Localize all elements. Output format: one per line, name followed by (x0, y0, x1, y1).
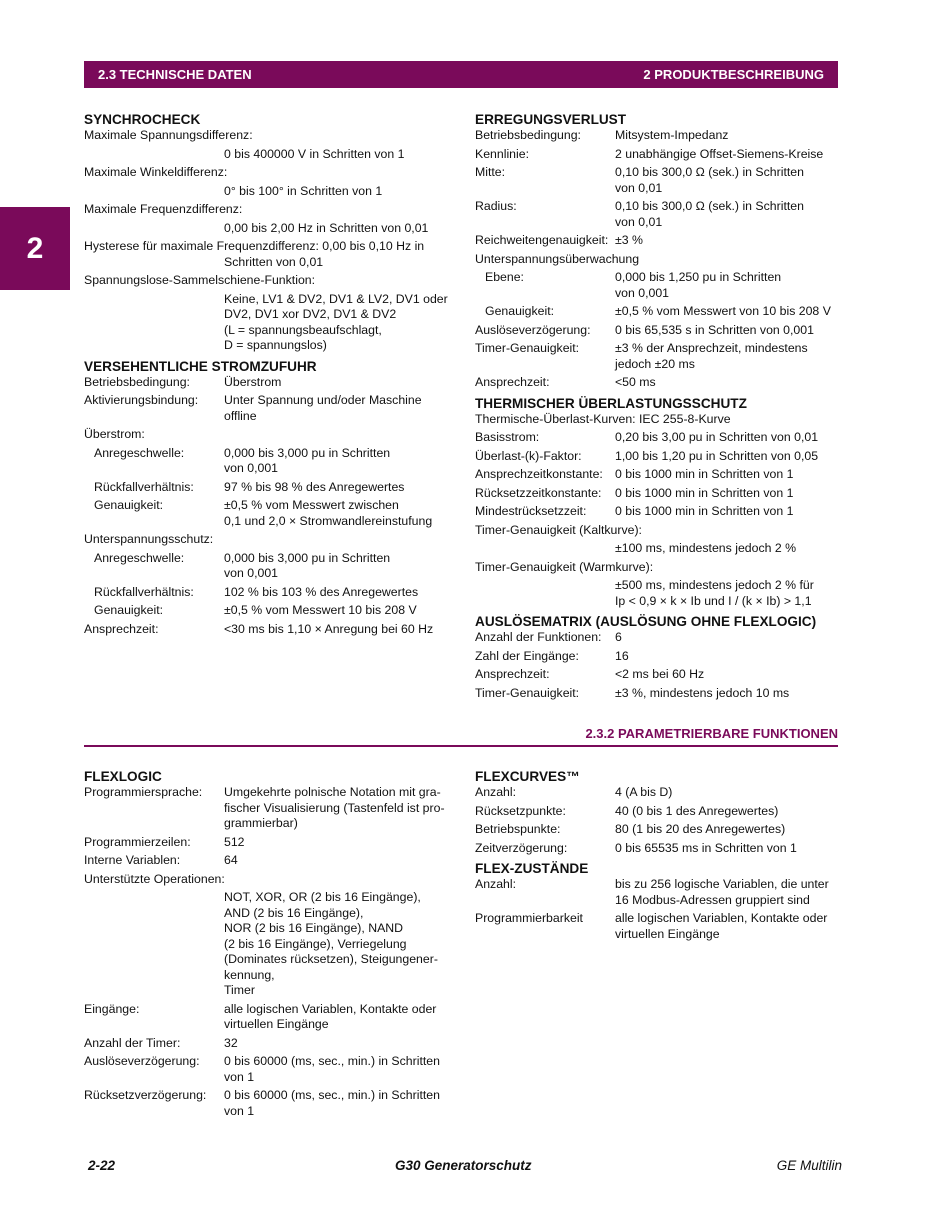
erregung-heading: ERREGUNGSVERLUST (475, 112, 627, 127)
spec-row: Anzahl: bis zu 256 logische Variablen, die unter 16 Modbus-Adressen gruppiert sind (475, 877, 829, 907)
spec-row: Anzahl der Funktionen: 6 (475, 630, 622, 644)
flexzustaende-heading: FLEX-ZUSTÄNDE (475, 861, 589, 876)
formula: Ip < 0,9 × k × Ib und I / (k × Ib) > 1,1 (615, 593, 812, 608)
spec-row: Genauigkeit: ±0,5 % vom Messwert von 10 bis 208 V (485, 304, 831, 318)
section-heading (84, 724, 838, 747)
spec-row: Auslöseverzögerung: 0 bis 65,535 s in Schritten von 0,001 (475, 322, 814, 337)
spec-row: Betriebsbedingung: Überstrom (84, 374, 282, 389)
spec-value: (2 bis 16 Eingänge), Verriegelung (224, 936, 407, 951)
spec-value: NOR (2 bis 16 Eingänge), NAND (224, 921, 404, 935)
spec-row: Mitte: 0,10 bis 300,0 Ω (sek.) in Schritten von 0,01 (475, 165, 804, 195)
header-section: 2.3 TECHNISCHE DATEN (98, 67, 252, 82)
spec-label: Timer-Genauigkeit (Kaltkurve): (475, 522, 642, 537)
spec-row: Rücksetzzeitkonstante: 0 bis 1000 min in Schritten von 1 (475, 485, 794, 500)
spec-row: Kennlinie: 2 unabhängige Offset-Siemens-Kreise (475, 146, 824, 161)
spec-row: Ansprechzeit: <2 ms bei 60 Hz (475, 667, 705, 681)
spec-label: Spannungslose-Sammelschiene-Funktion: (84, 273, 316, 287)
spec-row: Anzahl der Timer: 32 (84, 1035, 238, 1050)
footer-title: G30 Generatorschutz (395, 1158, 532, 1173)
spec-row: Eingänge: alle logischen Variablen, Kontakte oder virtuellen Eingänge (84, 1001, 437, 1031)
spec-value: ±100 ms, mindestens jedoch 2 % (615, 541, 797, 555)
spec-value: kennung, (224, 967, 275, 982)
chapter-tab: 2 (0, 207, 70, 290)
versehentlich-heading: VERSEHENTLICHE STROMZUFUHR (84, 358, 317, 374)
spec-label: Timer-Genauigkeit (Warmkurve): (475, 559, 654, 574)
spec-label: Unterspannungsschutz: (84, 532, 214, 546)
spec-row: Ebene: 0,000 bis 1,250 pu in Schritten von 0,001 (485, 270, 782, 300)
auslose-heading: AUSLÖSEMATRIX (AUSLÖSUNG OHNE FLEXLOGIC) (475, 614, 817, 629)
spec-row: Betriebsbedingung: Mitsystem-Impedanz (475, 128, 729, 142)
spec-row: Reichweitengenauigkeit: ±3 % (475, 233, 643, 247)
spec-row: Timer-Genauigkeit: ±3 % der Ansprechzeit, mindestens jedoch ±20 ms (475, 341, 808, 371)
synchrocheck-heading: SYNCHROCHECK (84, 112, 201, 127)
spec-row: Ansprechzeit: <50 ms (475, 375, 656, 389)
right-column-bottom (475, 764, 845, 945)
spec-value: DV2, DV1 xor DV2, DV1 & DV2 (224, 307, 397, 321)
left-column-top (84, 107, 454, 640)
spec-label: Unterspannungsüberwachung (475, 251, 640, 266)
spec-row: Aktivierungsbindung: Unter Spannung und/oder Maschine offline (84, 393, 422, 423)
spec-value: ±500 ms, mindestens jedoch 2 % für (615, 578, 814, 592)
spec-value: NOT, XOR, OR (2 bis 16 Eingänge), (224, 890, 421, 904)
flexlogic-heading: FLEXLOGIC (84, 769, 162, 784)
spec-value: (Dominates rücksetzen), Steigungener- (224, 952, 438, 966)
spec-label: Maximale Winkeldifferenz: (84, 165, 228, 179)
header-chapter: 2 PRODUKTBESCHREIBUNG (643, 67, 824, 82)
spec-row: Anregeschwelle: 0,000 bis 3,000 pu in Schritten von 0,001 (94, 550, 391, 580)
page-number: 2-22 (88, 1158, 116, 1173)
spec-label: Überstrom: (84, 427, 145, 441)
spec-row: Zahl der Eingänge: 16 (475, 648, 629, 663)
spec-row: Betriebspunkte: 80 (1 bis 20 des Anregewertes) (475, 822, 786, 836)
spec-row: Anzahl: 4 (A bis D) (475, 785, 673, 799)
left-column-bottom (84, 764, 454, 1122)
spec-label: Maximale Frequenzdifferenz: (84, 202, 243, 216)
spec-row: Basisstrom: 0,20 bis 3,00 pu in Schritten von 0,01 (475, 430, 819, 444)
spec-label: Thermische-Überlast-Kurven: IEC 255-8-Kurve (475, 411, 731, 426)
flexcurves-heading: FLEXCURVES™ (475, 769, 580, 784)
spec-value: AND (2 bis 16 Eingänge), (224, 905, 364, 920)
spec-row: Rücksetzverzögerung: 0 bis 60000 (ms, sec., min.) in Schritten von 1 (84, 1088, 440, 1118)
spec-value: (L = spannungsbeaufschlagt, (224, 322, 382, 337)
spec-row: Timer-Genauigkeit: ±3 %, mindestens jedoch 10 ms (475, 685, 790, 700)
spec-row: Programmiersprache: Umgekehrte polnische Notation mit gra- fischer Visualisierung (Tastenfeld ist pro- grammierbar) (84, 785, 445, 830)
spec-row: Anregeschwelle: 0,000 bis 3,000 pu in Schritten von 0,001 (94, 445, 391, 475)
spec-value: 0° bis 100° in Schritten von 1 (224, 183, 383, 198)
spec-row: Rückfallverhältnis: 102 % bis 103 % des Anregewertes (94, 584, 419, 599)
spec-row: Rücksetzpunkte: 40 (0 bis 1 des Anregewertes) (475, 803, 779, 818)
spec-value: Timer (224, 983, 255, 997)
spec-row: Mindestrücksetzzeit: 0 bis 1000 min in Schritten von 1 (475, 504, 794, 518)
spec-row: Genauigkeit: ±0,5 % vom Messwert zwischen 0,1 und 2,0 × Stromwandlereinstufung (94, 498, 433, 528)
spec-label: Maximale Spannungsdifferenz: (84, 128, 253, 142)
spec-label: Hysterese für maximale Frequenzdifferenz: 0,00 bis 0,10 Hz in (84, 239, 425, 253)
thermisch-heading: THERMISCHER ÜBERLASTUNGSSCHUTZ (475, 395, 747, 411)
page-header (84, 61, 838, 88)
spec-row: Programmierbarkeit alle logischen Variablen, Kontakte oder virtuellen Eingänge (475, 911, 828, 941)
spec-row: Programmierzeilen: 512 (84, 834, 245, 849)
spec-row: Radius: 0,10 bis 300,0 Ω (sek.) in Schritten von 0,01 (475, 199, 804, 229)
spec-row: Auslöseverzögerung: 0 bis 60000 (ms, sec., min.) in Schritten von 1 (84, 1054, 440, 1084)
spec-value: Keine, LV1 & DV2, DV1 & LV2, DV1 oder (224, 291, 448, 306)
spec-row: Ansprechzeit: <30 ms bis 1,10 × Anregung bei 60 Hz (84, 621, 434, 636)
spec-row: Rückfallverhältnis: 97 % bis 98 % des Anregewertes (94, 479, 405, 494)
spec-label: Unterstützte Operationen: (84, 871, 225, 886)
spec-value: 0,00 bis 2,00 Hz in Schritten von 0,01 (224, 220, 429, 235)
spec-value: D = spannungslos) (224, 338, 327, 352)
spec-row: Genauigkeit: ±0,5 % vom Messwert 10 bis 208 V (94, 603, 417, 617)
right-column-top (475, 107, 845, 704)
section-title: 2.3.2 PARAMETRIERBARE FUNKTIONEN (585, 726, 838, 741)
spec-row: Ansprechzeitkonstante: 0 bis 1000 min in Schritten von 1 (475, 467, 794, 481)
spec-value: Schritten von 0,01 (224, 254, 324, 269)
spec-value: 0 bis 400000 V in Schritten von 1 (224, 146, 405, 161)
spec-row: Überlast-(k)-Faktor: 1,00 bis 1,20 pu in Schritten von 0,05 (475, 448, 819, 463)
spec-row: Interne Variablen: 64 (84, 853, 238, 867)
spec-row: Zeitverzögerung: 0 bis 65535 ms in Schritten von 1 (475, 840, 797, 855)
footer-brand: GE Multilin (776, 1158, 842, 1173)
